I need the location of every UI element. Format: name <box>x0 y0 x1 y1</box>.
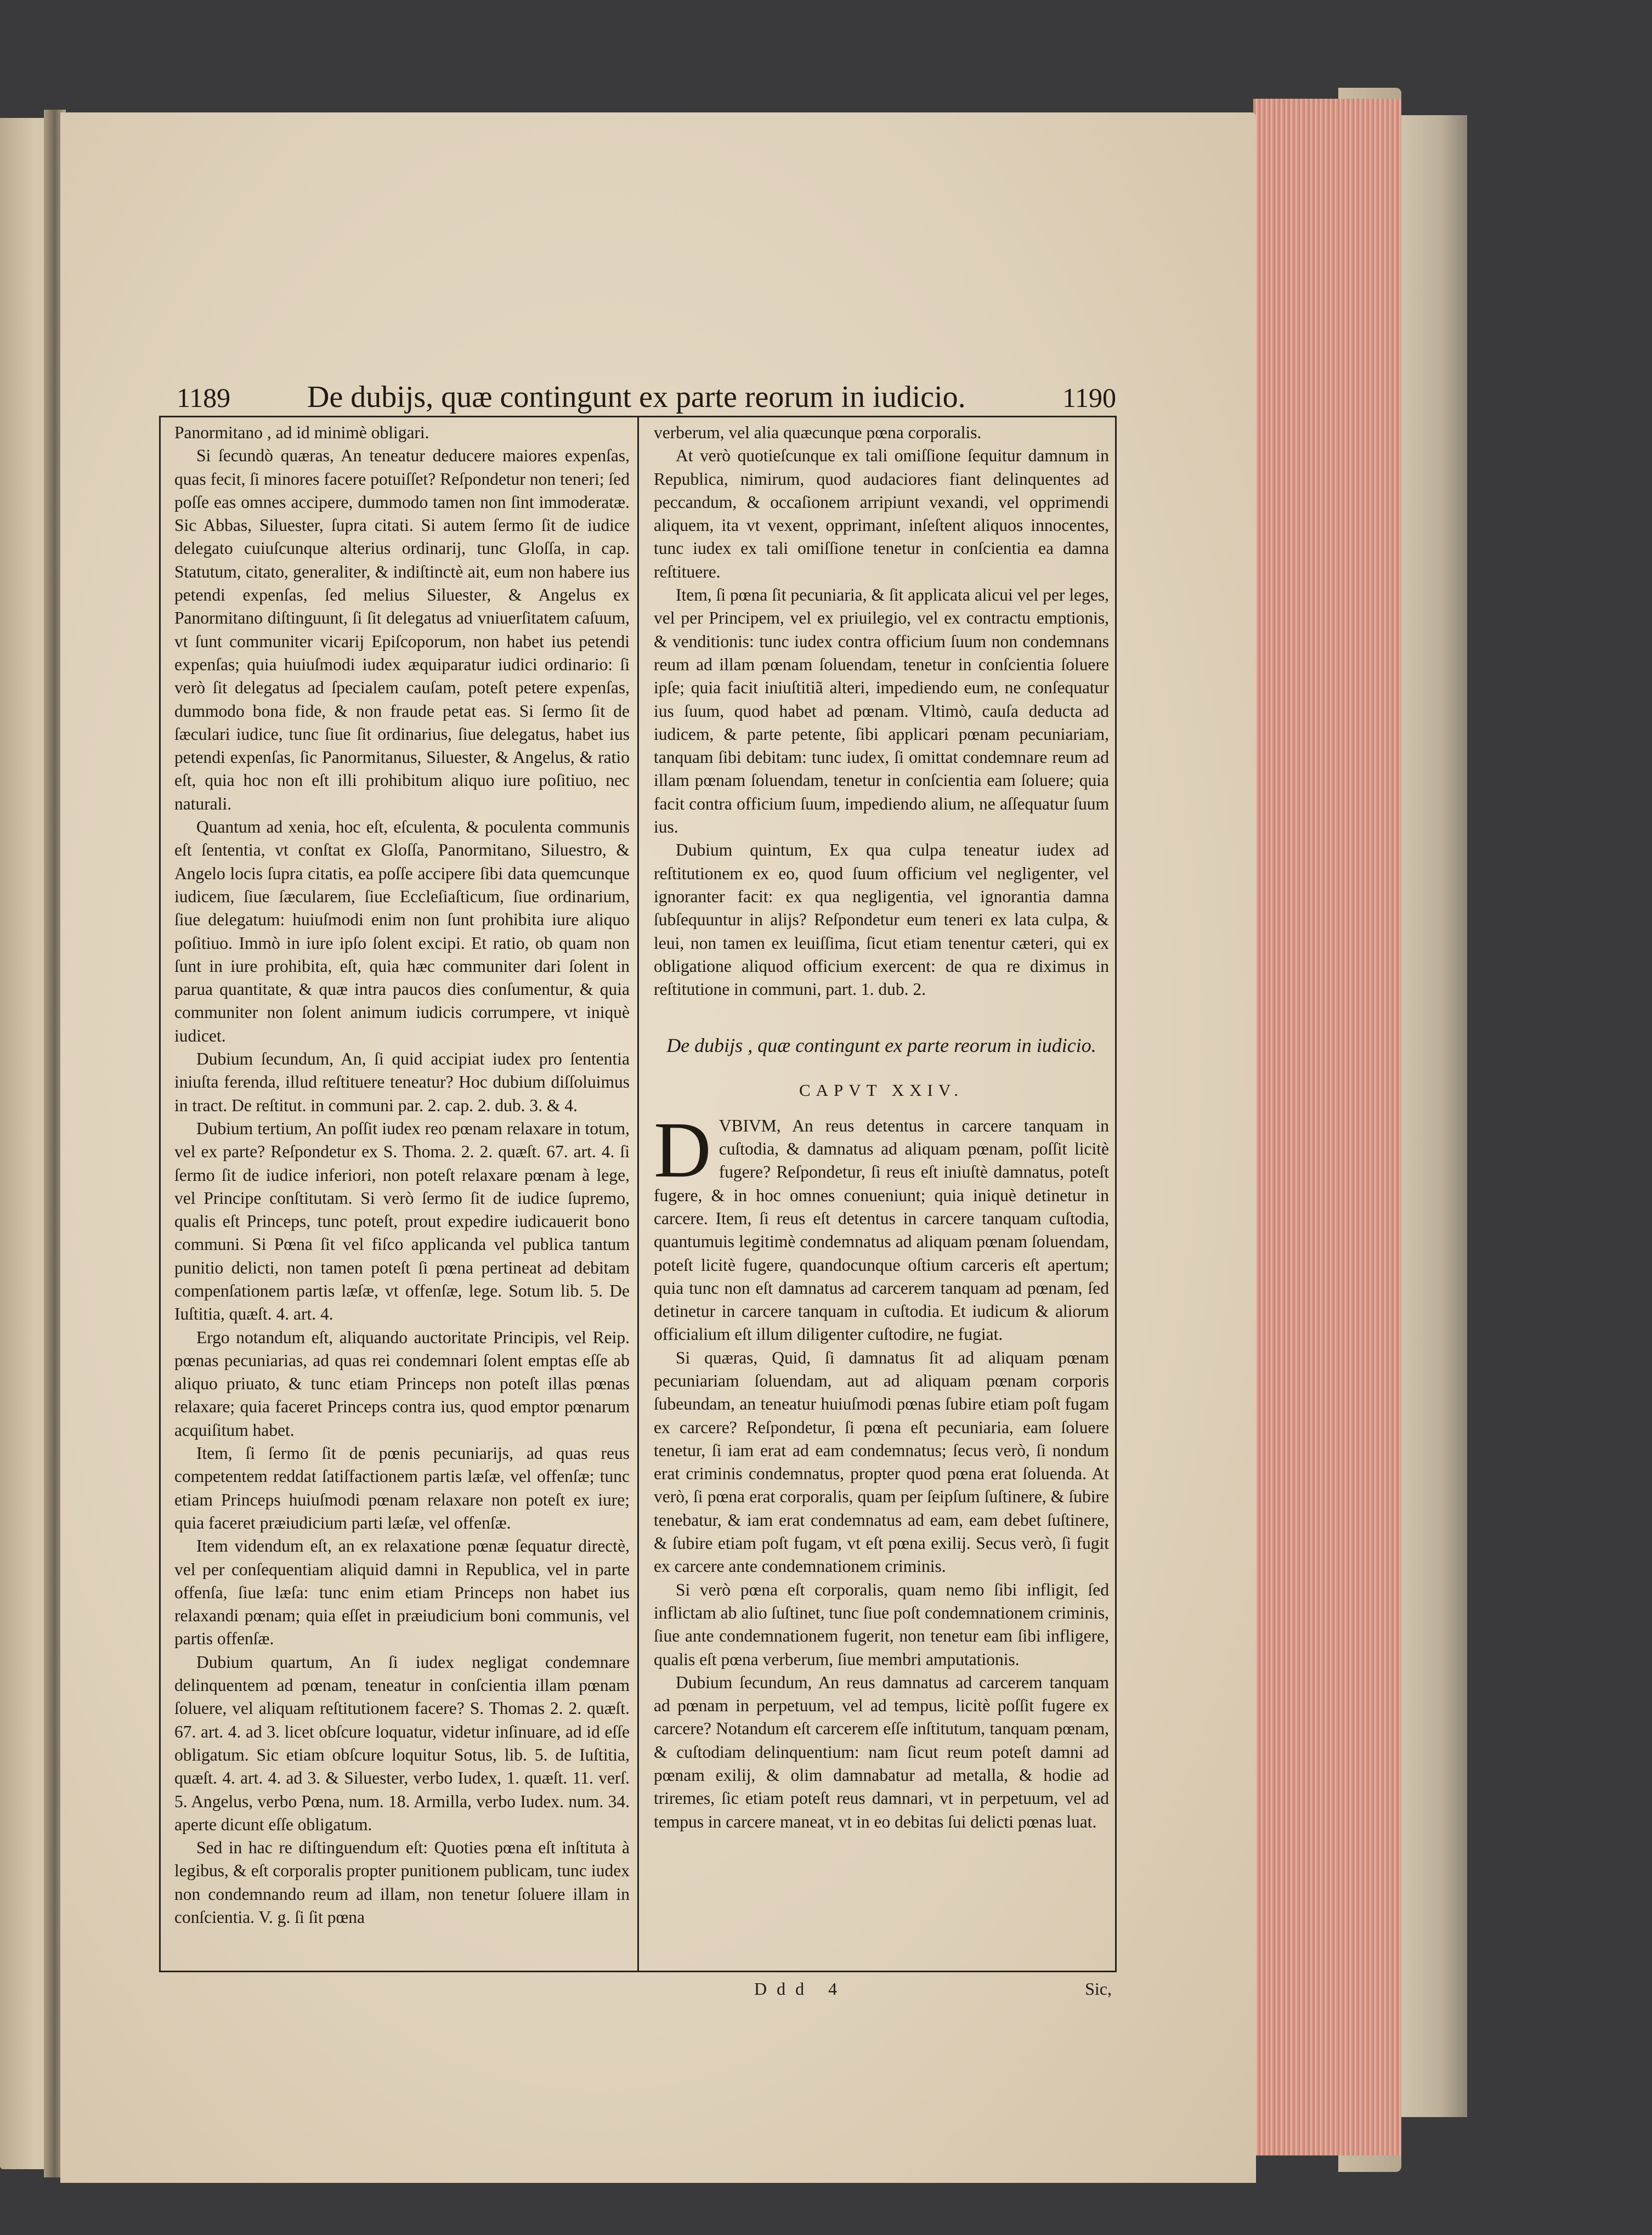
page-edges-red <box>1253 99 1401 2155</box>
running-title: De dubijs, quæ contingunt ex parte reorum in iudicio. <box>307 380 966 414</box>
paragraph-text: VBIVM, An reus detentus in carcere tanquam in cuſtodia, & damnatus ad aliquam pœnam, poſſit licitè fugere? Reſpondetur, ſi reus eſt iniuſtè damnatus, poteſt fugere, & in hoc omnes conueniunt; quia iniquè detinetur in carcere. Item, ſi reus eſt detentus in carcere tanquam cuſtodia, quantumuis legitimè condemnatus ad aliquam pœnam ſoluendam, poteſt licitè fugere, quandocunque oſtium carceris eſt apertum; quia tunc non eſt damnatus ad carcerem tanquam ad pœnam, ſed detinetur in carcere tanquam in cuſtodia. Et iudicum & aliorum officialium eſt illum diligenter cuſtodire, ne fugiat. <box>654 1116 1109 1344</box>
paragraph: Si quæras, Quid, ſi damnatus ſit ad aliquam pœnam pecuniariam ſoluendam, aut ad aliquam pœnam corporis ſubeundam, an teneatur huiuſmodi pœnas ſubire etiam poſt fugam ex carcere? Reſpondetur, ſi pœna eſt pecuniaria, eam ſoluere tenetur, ſi iam erat ad eam condemnatus; ſecus verò, ſi nondum erat criminis condemnatus, propter quod pœna erat ſoluenda. At verò, ſi pœna erat corporalis, quam per ſeipſum ſuſtinere, & ſubire tenebatur, & iam erat condemnatus ad eam, eam debet ſuſtinere, & ſubire etiam poſt fugam, vt eſt pœna exilij. Secus verò, ſi fugit ex carcere ante condemnationem criminis. <box>654 1348 1109 1576</box>
paragraph: Item videndum eſt, an ex relaxatione pœnæ ſequatur directè, vel per conſequentiam aliquid damni in Republica, vel in parte offenſa, ſiue læſa: tunc enim etiam Princeps non habet ius relaxandi pœnam; quia eſſet in præiudicium boni communis, vel partis offenſæ. <box>174 1536 630 1649</box>
paragraph: At verò quotieſcunque ex tali omiſſione ſequitur damnum in Republica, nimirum, quod audaciores fiant delinquentes ad peccandum, & occaſionem arripiunt vexandi, vel opprimendi aliquem, ita vt vexent, opprimant, inſeſtent aliquos innocentes, tunc iudex ex tali omiſſione tenetur in conſcientia ea damna reſtituere. <box>654 446 1109 581</box>
paragraph: Item, ſi pœna ſit pecuniaria, & ſit applicata alicui vel per leges, vel per Principem, vel ex priuilegio, vel ex contractu emptionis, & venditionis: tunc iudex contra officium ſuum non condemnans reum ad illam pœnam ſoluendam, tenetur in conſcientia ſoluere ipſe; quia facit iniuſtitiã alteri, impediendo eum, ne conſequatur ius ſuum, quod habet ad pœnam. Vltimò, cauſa deducta ad iudicem, & parte petente, ſibi applicari pœnam pecuniariam, tanquam ſibi debitam: tunc iudex, ſi omittat condemnare reum ad illam pœnam ſoluendam, tenetur in conſcientia eam ſoluere; quia facit contra officium ſuum, impediendo alium, ne aſſequatur ſuum ius. <box>654 585 1109 837</box>
paragraph: Dubium ſecundum, An reus damnatus ad carcerem tanquam ad pœnam in perpetuum, vel ad tempus, licitè poſſit fugere ex carcere? Notandum eſt carcerem eſſe inſtitutum, tanquam pœnam, & cuſtodiam delinquentium: nam ſicut reum poteſt damni ad pœnam exilij, & olim damnabatur ad metalla, & hodie ad triremes, ſic etiam poteſt reus damnari, vt in perpetuum, vel ad tempus in carcere maneat, vt in eo debitas ſui delicti pœnas luat. <box>654 1672 1109 1831</box>
paragraph: Dubium quartum, An ſi iudex negligat condemnare delinquentem ad pœnam, teneatur in conſcientia illam pœnam ſoluere, vel aliquam reſtitutionem facere? S. Thomas 2. 2. quæſt. 67. art. 4. ad 3. licet obſcure loquatur, videtur inſinuare, ad id eſſe obligatum. Sic etiam obſcure loquitur Sotus, lib. 5. de Iuſtitia, quæſt. 4. art. 4. ad 3. & Siluester, verbo Iudex, 1. quæſt. 11. verſ. 5. Angelus, verbo Pœna, num. 18. Armilla, verbo Iudex. num. 34. aperte dicunt eſſe obligatum. <box>174 1652 630 1834</box>
page-footer <box>159 1974 1116 2007</box>
column-divider <box>637 416 639 1971</box>
paragraph: Si verò pœna eſt corporalis, quam nemo ſibi infligit, ſed inflictam ab alio ſuſtinet, tunc ſiue poſt condemnationem criminis, ſiue ante condemnationem fugerit, non tenetur eam ſibi infligere, qualis eſt pœna verberum, ſiue membri amputationis. <box>654 1580 1109 1669</box>
chapter-number: CAPVT XXIV. <box>799 1080 964 1100</box>
chapter-title: De dubijs , quæ contingunt ex parte reorum in iudicio. <box>666 1034 1096 1057</box>
page-number-right: 1190 <box>1062 382 1116 413</box>
paragraph: Sed in hac re diſtinguendum eſt: Quoties pœna eſt inſtituta à legibus, & eſt corporalis propter punitionem publicam, tunc iudex non condemnando reum ad illam, non tenetur ſoluere illam in conſcientia. V. g. ſi ſit pœna <box>174 1838 630 1927</box>
running-header <box>159 378 1116 417</box>
paragraph: Dubium tertium, An poſſit iudex reo pœnam relaxare in totum, vel ex parte? Reſpondetur ex S. Thoma. 2. 2. quæſt. 67. art. 4. ſi ſermo ſit de iudice inferiori, non poteſt relaxare pœnam à lege, vel Principe conſtitutam. Si verò ſermo ſit de iudice ſupremo, qualis eſt Princeps, tunc poteſt, prout expedire iudicauerit bono communi. Si Pœna ſit vel fiſco applicanda vel publica tantum punitio delicti, non tamen poteſt ſi pœna pertineat ad debitam compenſationem partis læſæ, vt offenſæ, lege. Sotum lib. 5. De Iuſtitia, quæſt. 4. art. 4. <box>174 1118 630 1324</box>
left-column <box>174 421 630 1968</box>
paragraph: Dubium ſecundum, An, ſi quid accipiat iudex pro ſententia iniuſta ferenda, illud reſtituere teneatur? Hoc dubium diſſoluimus in tract. De reſtitut. in communi par. 2. cap. 2. dub. 3. & 4. <box>174 1049 630 1115</box>
paragraph: Item, ſi ſermo ſit de pœnis pecuniarijs, ad quas reus competentem reddat ſatiſfactionem partis læſæ, vel offenſæ; tunc etiam Princeps huiuſmodi pœnam relaxare non poteſt ex iure; quia faceret præiudicium parti læſæ, vel offenſæ. <box>174 1444 630 1532</box>
drop-capital: D <box>654 1106 711 1194</box>
paragraph: Quantum ad xenia, hoc eſt, eſculenta, & poculenta communis eſt ſententia, vt conſtat ex Gloſſa, Panormitano, Siluestro, & Angelo locis ſupra citatis, ea poſſe accipere ſibi data quemcunque iudicem, ſiue ſæcularem, ſiue Eccleſiaſticum, ſiue ordinarium, ſiue delegatum: huiuſmodi enim non ſunt prohibita iure aliquo poſitiuo. Immò in iure ipſo ſolent excipi. Et ratio, ob quam non ſunt in iure prohibita, eſt, quia hæc communiter dari ſolent in parua quantitate, & quæ intra paucos dies conſumentur, & quia communiter non ſolent animum iudicis corrumpere, vt iniquè iudicet. <box>174 817 630 1045</box>
paragraph: Dubium quintum, Ex qua culpa teneatur iudex ad reſtitutionem ex eo, quod ſuum officium vel negligenter, vel ignoranter facit: ex qua negligentia, vel ignorantia damna ſubſequuntur in alijs? Reſpondetur eum teneri ex lata culpa, & leui, non tamen ex leuiſſima, ſicut etiam tenentur cæteri, qui ex obligatione aliquod officium exercent: de qua re diximus in reſtitutione in communi, part. 1. dub. 2. <box>654 840 1109 999</box>
book-page <box>60 112 1256 2183</box>
paragraph: Panormitano , ad id minimè obligari. <box>174 423 429 442</box>
right-column <box>654 421 1109 1968</box>
paragraph: Si ſecundò quæras, An teneatur deducere maiores expenſas, quas fecit, ſi minores facere potuiſſet? Reſpondetur non teneri; ſed poſſe eas omnes accipere, dummodo tamen non ſint immoderatæ. Sic Abbas, Siluester, ſupra citati. Si autem ſermo ſit de iudice delegato cuiuſcunque alterius ordinarij, tunc Gloſſa, in cap. Statutum, citato, generaliter, & indiſtinctè ait, eum non habere ius petendi expenſas, ſed melius Siluester, & Angelus ex Panormitano diſtinguunt, ſi ſit delegatus ad vniuerſitatem caſuum, vt ſunt communiter vicarij Epiſcoporum, non habet ius petendi expenſas; quia huiuſmodi iudex æquiparatur iudici ordinario: ſi verò ſit delegatus ad ſpecialem cauſam, poteſt petere expenſas, dummodo bona fide, & non fraude petat eas. Si ſermo ſit de ſæculari iudice, tunc ſiue ſit ordinarius, ſiue delegatus, habet ius petendi expenſas, ſic Panormitanus, Siluester, & Angelus, & ratio eſt, quia hoc non eſt illi prohibitum aliquo iure poſitiuo, nec naturali. <box>174 446 630 813</box>
paragraph-with-dropcap <box>654 1106 1109 1346</box>
page-number-left: 1189 <box>177 382 231 413</box>
text-block <box>159 378 1116 2007</box>
paragraph: Ergo notandum eſt, aliquando auctoritate Principis, vel Reip. pœnas pecuniarias, ad quas rei condemnari ſolent emptas eſſe ab aliquo priuato, & tunc etiam Princeps non poteſt illas pœnas relaxare; quia faceret Princeps contra ius, quod emptor pœnarum acquiſitum habet. <box>174 1327 630 1440</box>
paragraph: verberum, vel alia quæcunque pœna corporalis. <box>654 423 982 442</box>
catchword: Sic, <box>1085 1979 1112 1999</box>
signature-mark: Ddd 4 <box>754 1979 847 1999</box>
